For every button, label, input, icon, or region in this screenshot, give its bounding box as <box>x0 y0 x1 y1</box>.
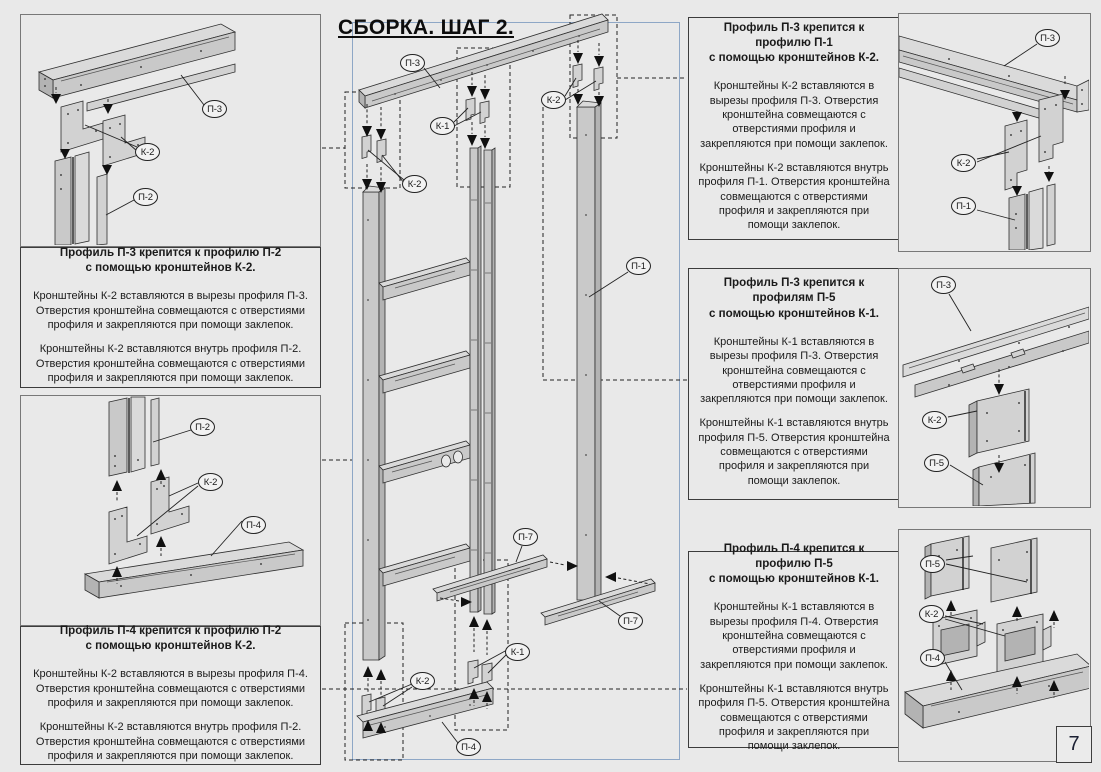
label-k2: К-2 <box>951 154 976 172</box>
label-p1: П-1 <box>951 197 976 215</box>
label-p4: П-4 <box>920 649 945 667</box>
label-p5: П-5 <box>924 454 949 472</box>
diagram-label-k2-bottom-left: К-2 <box>410 672 435 690</box>
panel-top-left-illustration <box>20 14 321 247</box>
panel-bottom-left-text <box>20 623 321 765</box>
diagram-label-p3: П-3 <box>400 54 425 72</box>
instruction-heading: Профиль П-3 крепится к профилю П-2 с помощью кронштейнов К-2. <box>59 245 282 275</box>
label-k2: К-2 <box>919 605 944 623</box>
p3-to-p2-drawing <box>21 15 319 245</box>
panel-bottom-left-illustration <box>20 395 321 626</box>
panel-top-left-text <box>20 247 321 388</box>
label-p5: П-5 <box>920 555 945 573</box>
diagram-label-p7-b: П-7 <box>618 612 643 630</box>
instruction-paragraph: Кронштейны К-2 вставляются в вырезы профиля П-3. Отверстия кронштейна совмещаются с отверстиями профиля и закрепляются при помощи заклепок. <box>33 290 308 331</box>
label-p2: П-2 <box>190 418 215 436</box>
label-p3: П-3 <box>202 100 227 118</box>
instruction-paragraph: Кронштейны К-1 вставляются в вырезы профиля П-4. Отверстия кронштейна совмещаются с отверстиями профиля и закрепляются при помощи заклепок. <box>700 601 888 671</box>
instruction-paragraph: Кронштейны К-2 вставляются в вырезы профиля П-4. Отверстия кронштейна совмещаются с отверстиями профиля и закрепляются при помощи заклепок. <box>33 668 308 709</box>
label-p3: П-3 <box>931 276 956 294</box>
p1-profile <box>577 101 601 600</box>
label-k2: К-2 <box>922 411 947 429</box>
instruction-paragraph: Кронштейны К-2 вставляются внутрь профиля П-2. Отверстия кронштейна совмещаются с отверстиями профиля и закрепляются при помощи заклепок. <box>35 721 306 762</box>
instruction-paragraph: Кронштейны К-2 вставляются в вырезы профиля П-3. Отверстия кронштейна совмещаются с отверстиями профиля и закрепляются при помощи заклепок. <box>700 80 888 150</box>
label-p4: П-4 <box>241 516 266 534</box>
panel-middle-right-illustration <box>898 268 1091 508</box>
label-k2: К-2 <box>135 143 160 161</box>
instruction-heading: Профиль П-3 крепится к профилю П-1 с помощью кронштейнов К-2. <box>708 20 880 65</box>
instruction-heading: Профиль П-4 крепится к профилю П-5 с помощью кронштейнов К-1. <box>708 541 880 586</box>
diagram-label-k1-bottom: К-1 <box>505 643 530 661</box>
panel-middle-right-text <box>688 268 900 500</box>
diagram-label-k1-top: К-1 <box>430 117 455 135</box>
diagram-label-p7-a: П-7 <box>513 528 538 546</box>
page-title: СБОРКА. ШАГ 2. <box>338 16 514 39</box>
label-p2: П-2 <box>133 188 158 206</box>
p4-to-p2-drawing <box>21 396 319 624</box>
middle-profile-pair <box>470 146 495 614</box>
diagram-label-k2-top-left: К-2 <box>402 175 427 193</box>
instruction-heading: Профиль П-4 крепится к профилю П-2 с помощью кронштейнов К-2. <box>59 623 282 653</box>
label-p3: П-3 <box>1035 29 1060 47</box>
instruction-paragraph: Кронштейны К-2 вставляются внутрь профиля П-2. Отверстия кронштейна совмещаются с отверстиями профиля и закрепляются при помощи заклепок. <box>35 343 306 384</box>
page-number: 7 <box>1056 726 1092 763</box>
panel-top-right-text <box>688 17 900 240</box>
p3-to-p5-drawing <box>899 269 1089 506</box>
instruction-paragraph: Кронштейны К-1 вставляются в вырезы профиля П-3. Отверстия кронштейна совмещаются с отверстиями профиля и закрепляются при помощи заклепок. <box>700 335 888 406</box>
instruction-heading: Профиль П-3 крепится к профилям П-5 с помощью кронштейнов К-1. <box>708 276 880 320</box>
panel-bottom-right-text <box>688 541 900 753</box>
panel-top-right-illustration <box>898 13 1091 252</box>
instruction-paragraph: Кронштейны К-1 вставляются внутрь профиля П-5. Отверстия кронштейна совмещаются с отверстиями профиля и закрепляются при помощи заклепок. <box>698 417 890 487</box>
instruction-paragraph: Кронштейны К-2 вставляются внутрь профиля П-1. Отверстия кронштейна совмещаются с отверстиями профиля и закрепляются при помощи заклепок. <box>698 161 890 232</box>
instruction-paragraph: Кронштейны К-1 вставляются внутрь профиля П-5. Отверстия кронштейна совмещаются с отверстиями профиля и закрепляются при помощи заклепок. <box>698 682 890 753</box>
diagram-label-k2-top-right: К-2 <box>541 91 566 109</box>
p3-to-p1-drawing <box>899 14 1089 250</box>
cross-rails <box>379 258 470 586</box>
label-k2: К-2 <box>198 473 223 491</box>
diagram-label-p4: П-4 <box>456 738 481 756</box>
diagram-label-p1: П-1 <box>626 257 651 275</box>
